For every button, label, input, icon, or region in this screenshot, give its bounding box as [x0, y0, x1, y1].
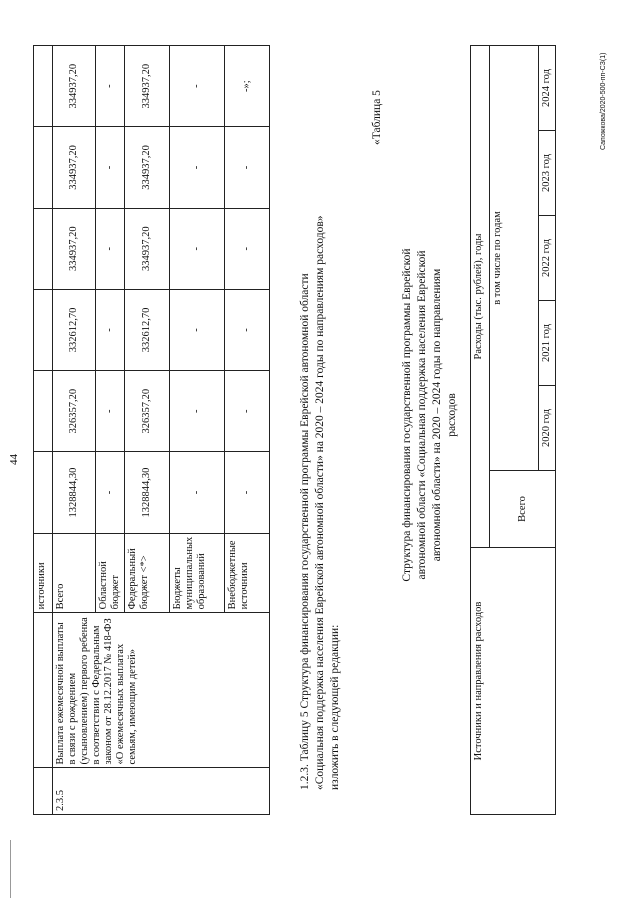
source-label: Бюджеты муниципальных образований — [170, 533, 225, 613]
cell-value: 332612,70 — [125, 289, 170, 370]
source-label: Всего — [53, 533, 96, 613]
source-label: Областной бюджет — [96, 533, 125, 613]
cell-value: 332612,70 — [53, 289, 96, 370]
title-line: автономной области» на 2020 – 2024 годы по направлениям — [431, 268, 443, 562]
cell-value: - — [96, 371, 125, 452]
cell-value: - — [170, 371, 225, 452]
cell-value: 334937,20 — [53, 208, 96, 289]
col-sources: Источники и направления расходов — [471, 548, 556, 815]
cell-value: - — [96, 127, 125, 208]
table-title — [400, 195, 460, 635]
financing-table — [33, 45, 270, 815]
cell-value: 334937,20 — [125, 46, 170, 127]
row-id: 2.3.5 — [53, 768, 270, 815]
table5-header — [470, 45, 556, 815]
cell-value: - — [170, 289, 225, 370]
col-year: 2022 год — [539, 216, 556, 301]
table-label: «Таблица 5 — [371, 90, 383, 145]
sources-header: источники — [34, 533, 53, 613]
cell-value: 1328844,30 — [53, 452, 96, 533]
col-year: 2021 год — [539, 301, 556, 386]
cell-value: - — [170, 127, 225, 208]
paragraph-line: изложить в следующей редакции: — [329, 624, 341, 790]
paragraph-line: 1.2.3. Таблицу 5 Структура финансирования государственной программы Еврейской автономной области — [299, 273, 311, 790]
cell-value: 326357,20 — [53, 371, 96, 452]
col-total: Всего — [490, 471, 556, 548]
cell-value: -»; — [225, 46, 270, 127]
cell-value: - — [225, 289, 270, 370]
cell-value: - — [96, 452, 125, 533]
col-year: 2023 год — [539, 131, 556, 216]
cell-value: 1328844,30 — [125, 452, 170, 533]
row-title: Выплата ежемесячной выплаты в связи с рождением (усыновлением) первого ребенка в соответствии с Федеральным законом от 28.12.2017 № 418-ФЗ «О ежемесячных выплатах семьям, имеющим детей» — [53, 613, 270, 768]
col-year: 2020 год — [539, 386, 556, 471]
cell-value: - — [170, 452, 225, 533]
cell-value: - — [96, 46, 125, 127]
cell-value: - — [170, 208, 225, 289]
cell-value: - — [170, 46, 225, 127]
cell-value: - — [225, 208, 270, 289]
col-year: 2024 год — [539, 46, 556, 131]
cell-value: 334937,20 — [53, 127, 96, 208]
source-label: Федеральный бюджет <*> — [125, 533, 170, 613]
page-number: 44 — [8, 454, 20, 465]
title-line: Структура финансирования государственной программы Еврейской — [401, 248, 413, 582]
col-including: в том числе по годам — [490, 46, 539, 471]
table-header-row — [471, 46, 490, 815]
title-line: автономной области «Социальная поддержка населения Еврейской — [416, 250, 428, 580]
cell-value: 334937,20 — [53, 46, 96, 127]
cell-value: - — [96, 208, 125, 289]
cell-value: 334937,20 — [125, 208, 170, 289]
cell-value: 326357,20 — [125, 371, 170, 452]
footer-code: Сапожкова/2020-500-пп-СЗ(1) — [600, 52, 607, 150]
cell-value: - — [225, 452, 270, 533]
col-expenses: Расходы (тыс. рублей), годы — [471, 46, 490, 548]
source-label: Внебюджетные источники — [225, 533, 270, 613]
paragraph-line: «Социальная поддержка населения Еврейской автономной области» на 2020 – 2024 годы по направлениям расходов» — [314, 215, 326, 790]
amendment-paragraph — [298, 45, 343, 790]
cell-value: - — [225, 371, 270, 452]
title-line: расходов — [446, 393, 458, 437]
cell-value: 334937,20 — [125, 127, 170, 208]
cell-value: - — [225, 127, 270, 208]
table-header-row — [34, 46, 53, 815]
cell-value: - — [96, 289, 125, 370]
table-row — [53, 46, 96, 815]
